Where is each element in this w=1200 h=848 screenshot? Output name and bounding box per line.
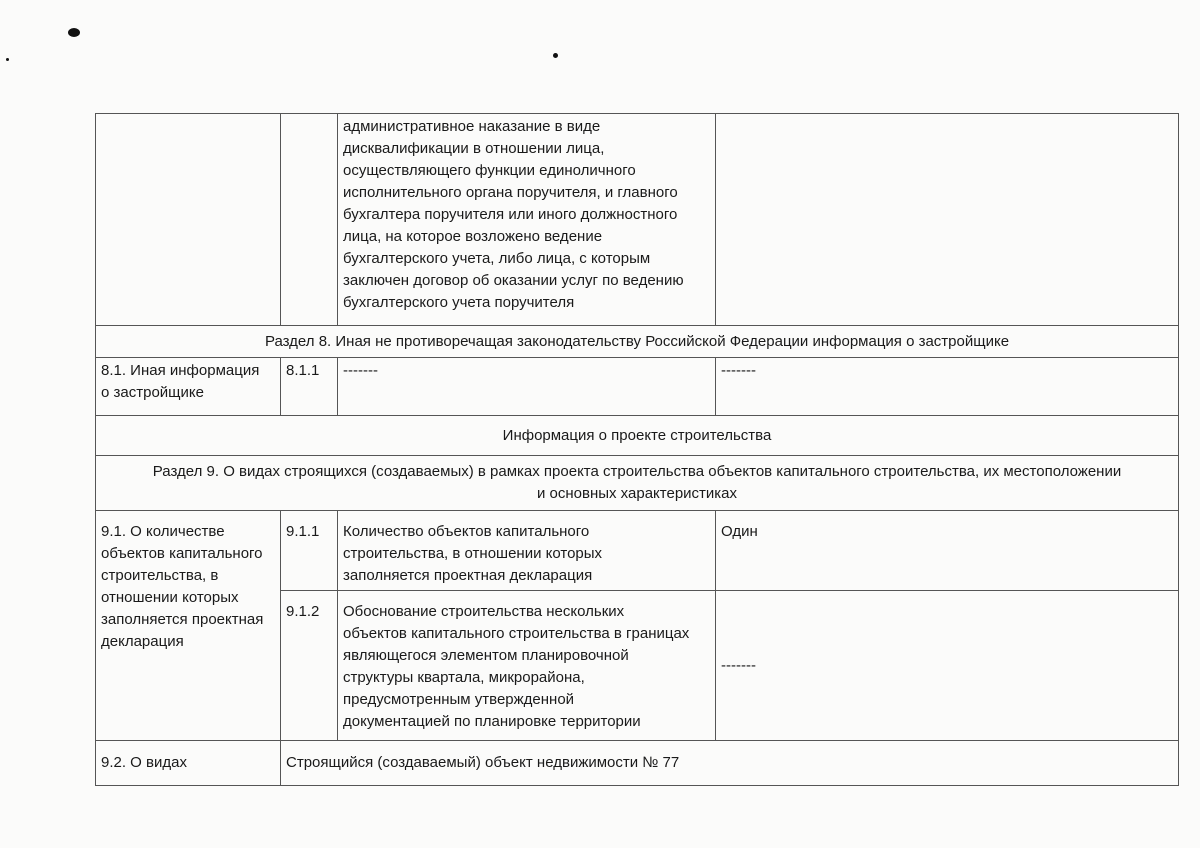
cell-value: Один xyxy=(716,511,1179,591)
cell-empty xyxy=(96,114,281,326)
table-row xyxy=(96,114,1179,326)
cell-text: ------- xyxy=(338,358,716,416)
table-row xyxy=(96,511,1179,591)
scan-speck xyxy=(553,53,558,58)
cell-text: Строящийся (создаваемый) объект недвижимости № 77 xyxy=(281,741,1179,786)
cell-text: административное наказание в виде дисквалификации в отношении лица, осуществляющего функции единоличного исполнительного органа поручителя, и главного бухгалтера поручителя или иного должностного лица, на которое возложено ведение бухгалтерского учета, либо лица, с которым заключен договор об оказании услуг по ведению бухгалтерского учета поручителя xyxy=(338,114,716,326)
section-heading: Информация о проекте строительства xyxy=(96,416,1179,456)
cell-code: 8.1.1 xyxy=(281,358,338,416)
cell-label: 8.1. Иная информация о застройщике xyxy=(96,358,281,416)
table-row xyxy=(96,358,1179,416)
cell-code: 9.1.2 xyxy=(281,591,338,741)
section-heading: Раздел 8. Иная не противоречащая законодательству Российской Федерации информация о застройщике xyxy=(96,326,1179,358)
cell-value: ------- xyxy=(716,591,1179,741)
cell-empty xyxy=(716,114,1179,326)
cell-text: Количество объектов капитального строительства, в отношении которых заполняется проектная декларация xyxy=(338,511,716,591)
cell-label: 9.2. О видах xyxy=(96,741,281,786)
table-row xyxy=(96,741,1179,786)
declaration-table xyxy=(95,113,1179,786)
scan-speck xyxy=(6,58,9,61)
cell-empty xyxy=(281,114,338,326)
scan-speck xyxy=(68,28,80,37)
cell-value: ------- xyxy=(716,358,1179,416)
cell-label: 9.1. О количестве объектов капитального строительства, в отношении которых заполняется проектная декларация xyxy=(96,511,281,741)
cell-text: Обоснование строительства нескольких объектов капитального строительства в границах являющегося элементом планировочной структуры квартала, микрорайона, предусмотренным утвержденной документацией по планировке территории xyxy=(338,591,716,741)
cell-code: 9.1.1 xyxy=(281,511,338,591)
section-9-row xyxy=(96,456,1179,511)
section-heading: Раздел 9. О видах строящихся (создаваемых) в рамках проекта строительства объектов капитального строительства, их местоположении и основных характеристиках xyxy=(96,456,1179,511)
section-8-row xyxy=(96,326,1179,358)
project-info-row xyxy=(96,416,1179,456)
